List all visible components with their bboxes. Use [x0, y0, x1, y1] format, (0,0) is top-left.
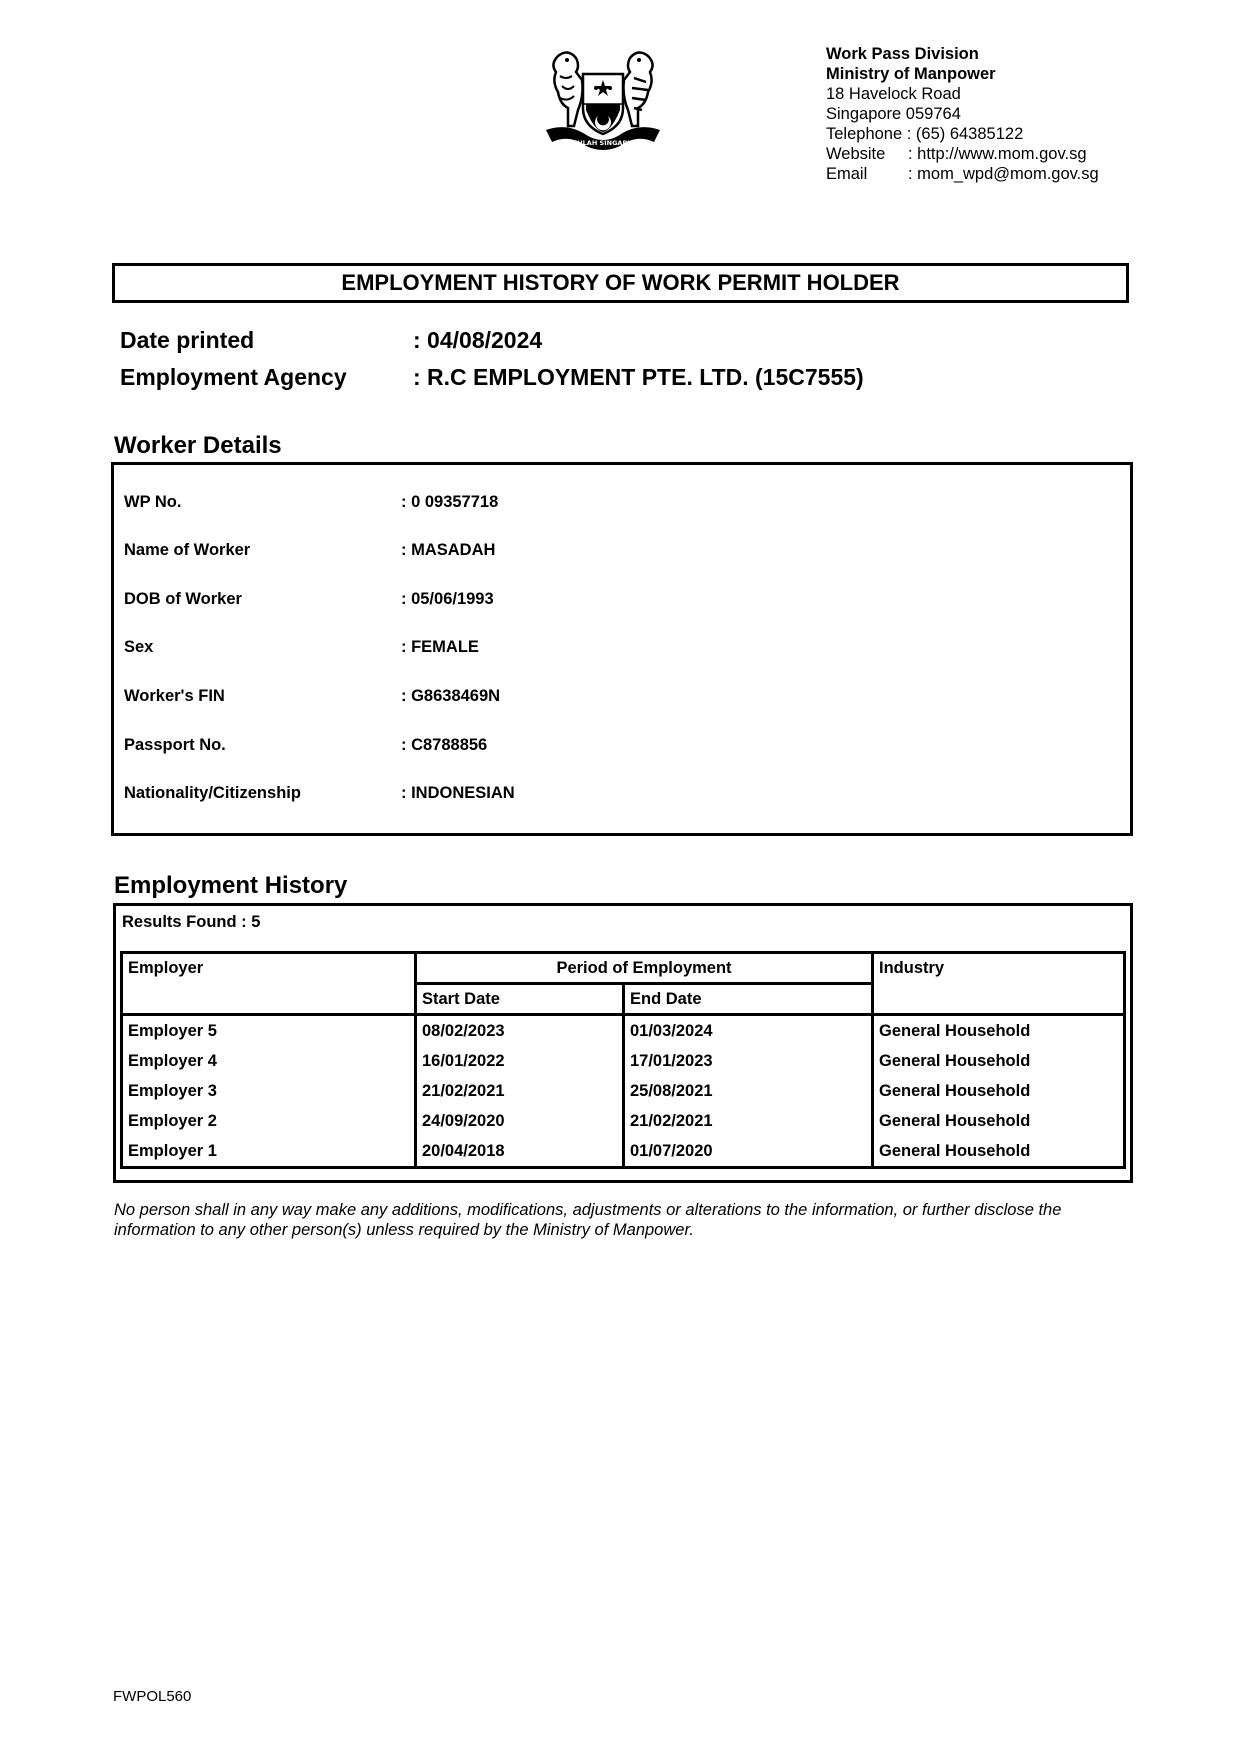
website-label: Website — [826, 145, 886, 163]
end-date-cell: 25/08/2021 — [624, 1076, 873, 1106]
ministry-address-block — [826, 44, 1099, 184]
worker-details-box — [111, 462, 1133, 836]
employment-agency-row — [120, 364, 864, 391]
document-title: EMPLOYMENT HISTORY OF WORK PERMIT HOLDER — [112, 263, 1129, 303]
employer-cell: Employer 4 — [128, 1052, 217, 1070]
worker-field-row — [124, 638, 479, 657]
industry-cell: General Household — [873, 1015, 1125, 1047]
email-label: Email — [826, 165, 868, 183]
worker-field-value: : 0 09357718 — [401, 493, 499, 511]
date-printed-value: : 04/08/2024 — [413, 327, 543, 353]
employment-agency-label: Employment Agency — [120, 364, 347, 390]
website-row — [826, 144, 1099, 164]
employment-history-box — [113, 903, 1133, 1183]
form-code: FWPOL560 — [113, 1688, 192, 1705]
column-header-start-date: Start Date — [416, 984, 624, 1015]
employer-cell: Employer 1 — [128, 1142, 217, 1160]
worker-field-row — [124, 493, 498, 512]
table-row — [122, 1015, 1125, 1047]
worker-field-row — [124, 590, 494, 609]
start-date-cell: 21/02/2021 — [416, 1076, 624, 1106]
worker-field-label: WP No. — [124, 493, 182, 511]
end-date-cell: 01/07/2020 — [624, 1136, 873, 1168]
employment-history-heading: Employment History — [114, 872, 348, 899]
table-row — [122, 1136, 1125, 1168]
worker-field-label: Nationality/Citizenship — [124, 784, 301, 802]
email-link[interactable]: : mom_wpd@mom.gov.sg — [908, 165, 1099, 183]
address-line-1: 18 Havelock Road — [826, 85, 961, 103]
start-date-cell: 16/01/2022 — [416, 1046, 624, 1076]
date-printed-row — [120, 327, 542, 354]
industry-cell: General Household — [873, 1136, 1125, 1168]
industry-cell: General Household — [873, 1076, 1125, 1106]
end-date-cell: 17/01/2023 — [624, 1046, 873, 1076]
date-printed-label: Date printed — [120, 327, 255, 353]
column-header-end-date: End Date — [624, 984, 873, 1015]
address-line-2: Singapore 059764 — [826, 105, 961, 123]
table-row — [122, 1106, 1125, 1136]
crest-motto: MAJULAH SINGAPURA — [563, 139, 643, 147]
worker-field-row — [124, 784, 515, 803]
column-header-period: Period of Employment — [416, 953, 873, 984]
division-name: Work Pass Division — [826, 45, 979, 63]
worker-field-label: Worker's FIN — [124, 687, 225, 705]
worker-field-value: : MASADAH — [401, 541, 496, 559]
worker-field-value: : INDONESIAN — [401, 784, 515, 802]
employer-cell: Employer 5 — [128, 1022, 217, 1040]
worker-field-value: : FEMALE — [401, 638, 479, 656]
worker-field-row — [124, 687, 500, 706]
worker-details-heading: Worker Details — [114, 432, 282, 459]
worker-field-row — [124, 736, 487, 755]
table-row — [122, 1076, 1125, 1106]
start-date-cell: 24/09/2020 — [416, 1106, 624, 1136]
disclaimer-text: No person shall in any way make any additions, modifications, adjustments or alterations to the information, or further disclose the information to any other person(s) unless required by the Ministry of Manpower. — [114, 1201, 1062, 1239]
ministry-name: Ministry of Manpower — [826, 65, 996, 83]
end-date-cell: 21/02/2021 — [624, 1106, 873, 1136]
column-header-employer: Employer — [122, 953, 416, 1015]
worker-field-label: Passport No. — [124, 736, 226, 754]
start-date-cell: 08/02/2023 — [416, 1015, 624, 1047]
employer-cell: Employer 2 — [128, 1112, 217, 1130]
worker-field-value: : G8638469N — [401, 687, 501, 705]
worker-field-value: : C8788856 — [401, 736, 488, 754]
employment-history-table — [120, 951, 1126, 1169]
start-date-cell: 20/04/2018 — [416, 1136, 624, 1168]
industry-cell: General Household — [873, 1106, 1125, 1136]
worker-field-value: : 05/06/1993 — [401, 590, 494, 608]
worker-field-label: Sex — [124, 638, 154, 656]
employment-agency-value: : R.C EMPLOYMENT PTE. LTD. (15C7555) — [413, 364, 864, 390]
end-date-cell: 01/03/2024 — [624, 1015, 873, 1047]
email-row — [826, 164, 1099, 184]
employer-cell: Employer 3 — [128, 1082, 217, 1100]
table-row — [122, 1046, 1125, 1076]
column-header-industry: Industry — [873, 953, 1125, 1015]
results-found: Results Found : 5 — [122, 913, 261, 931]
website-link[interactable]: : http://www.mom.gov.sg — [908, 145, 1087, 163]
worker-field-label: Name of Worker — [124, 541, 251, 559]
worker-field-label: DOB of Worker — [124, 590, 242, 608]
telephone: Telephone : (65) 64385122 — [826, 125, 1024, 143]
worker-field-row — [124, 541, 495, 560]
industry-cell: General Household — [873, 1046, 1125, 1076]
singapore-crest-logo — [538, 46, 668, 158]
